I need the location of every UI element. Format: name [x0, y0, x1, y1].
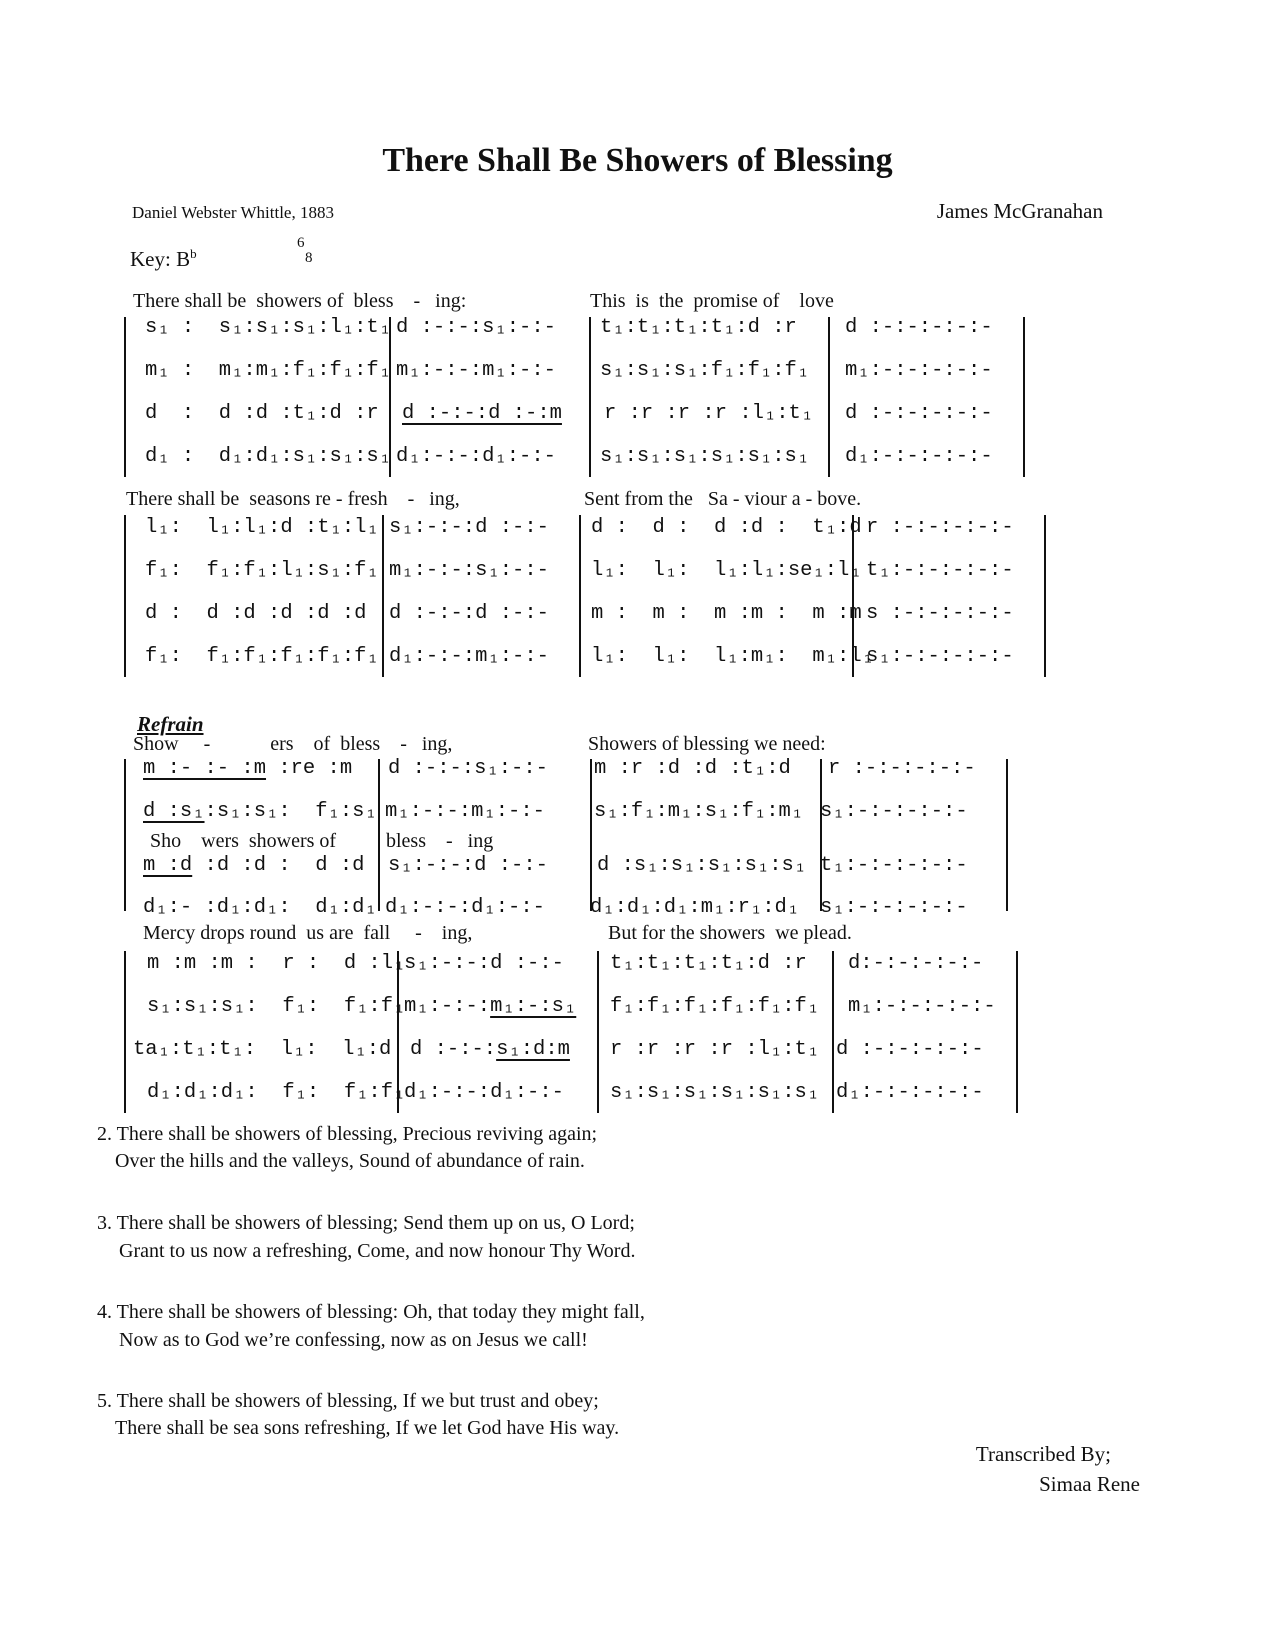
barline — [589, 317, 591, 477]
soprano-measure: d:-:-:-:-:- — [848, 952, 984, 975]
soprano-rest: :re :m — [266, 757, 353, 780]
alto-rest: m₁:-:-: — [404, 995, 491, 1018]
time-signature-top: 6 — [297, 235, 305, 251]
bass-measure: d₁ : d₁:d₁:s₁:s₁:s₁ — [145, 445, 392, 468]
soprano-slur: m :- :- :m — [143, 757, 267, 780]
bass-measure: d₁:- :d₁:d₁: d₁:d₁ — [143, 896, 377, 919]
refrain-label: Refrain — [137, 712, 204, 736]
composer: James McGranahan — [936, 199, 1103, 223]
alto-slur: d :s₁ — [143, 800, 205, 823]
alto-measure: l₁: l₁: l₁:l₁:se₁:l₁ — [591, 559, 862, 582]
bass-measure: d₁:-:-:d₁:-:- — [385, 896, 545, 919]
lyric-line: Sent from the Sa - viour a - bove. — [584, 488, 862, 510]
time-signature — [297, 236, 313, 266]
verse-2-line-2: Over the hills and the valleys, Sound of abundance of rain. — [115, 1150, 585, 1172]
alto-measure: m₁:-:-:-:-:- — [845, 359, 993, 382]
tenor-measure: d :-:-:d :-:m — [402, 402, 562, 425]
bass-measure: d₁:-:-:m₁:-:- — [389, 645, 549, 668]
soprano-measure: s₁:-:-:d :-:- — [404, 952, 564, 975]
tenor-slur: s₁:d:m — [496, 1038, 570, 1061]
tenor-measure: d :-:-:-:-:- — [836, 1038, 984, 1061]
tenor-measure: r :r :r :r :l₁:t₁ — [604, 402, 814, 425]
barline — [124, 759, 126, 911]
alto-measure: m₁:-:-:s₁:-:- — [389, 559, 549, 582]
key-signature — [130, 246, 197, 272]
alto-measure: s₁:f₁:m₁:s₁:f₁:m₁ — [594, 800, 804, 823]
soprano-measure: l₁: l₁:l₁:d :t₁:l₁ — [145, 516, 379, 539]
time-signature-bottom: 8 — [305, 250, 313, 266]
bass-measure: f₁: f₁:f₁:f₁:f₁:f₁ — [145, 645, 379, 668]
alto-measure: t₁:-:-:-:-:- — [866, 559, 1014, 582]
soprano-measure: t₁:t₁:t₁:t₁:d :r — [610, 952, 807, 975]
bass-measure: d₁:-:-:-:-:- — [845, 445, 993, 468]
lyric-line: But for the showers we plead. — [608, 922, 852, 944]
tenor-measure: s₁:-:-:d :-:- — [388, 854, 548, 877]
alto-measure: s₁:s₁:s₁: f₁: f₁:f₁ — [147, 995, 406, 1018]
tenor-measure: d :s₁:s₁:s₁:s₁:s₁ — [597, 854, 807, 877]
tenor-measure: d : d :d :d :d :d — [145, 602, 367, 625]
alto-measure: m₁:-:-:m₁:-:- — [385, 800, 545, 823]
barline — [378, 759, 380, 911]
lyric-line: bless - ing — [386, 830, 494, 852]
alto-measure: s₁:s₁:s₁:f₁:f₁:f₁ — [600, 359, 810, 382]
verse-4-line-2: Now as to God we’re confessing, now as on Jesus we call! — [119, 1329, 588, 1351]
soprano-measure: s₁:-:-:d :-:- — [389, 516, 549, 539]
alto-rest: :s₁:s₁: f₁:s₁ — [204, 800, 377, 823]
tenor-measure: r :r :r :r :l₁:t₁ — [610, 1038, 820, 1061]
soprano-measure: m :r :d :d :t₁:d — [594, 757, 791, 780]
lyric-line: Mercy drops round us are fall - ing, — [143, 922, 473, 944]
bass-measure: d₁:-:-:d₁:-:- — [404, 1081, 564, 1104]
alto-measure — [404, 995, 576, 1018]
tenor-measure: m : m : m :m : m :m — [591, 602, 862, 625]
key-label: Key: B — [130, 247, 191, 271]
barline — [579, 515, 581, 677]
soprano-measure: d :-:-:-:-:- — [845, 316, 993, 339]
alto-measure: f₁:f₁:f₁:f₁:f₁:f₁ — [610, 995, 820, 1018]
tenor-measure: s :-:-:-:-:- — [866, 602, 1014, 625]
tenor-measure: d : d :d :t₁:d :r — [145, 402, 379, 425]
alto-slur: m₁:-:s₁ — [490, 995, 577, 1018]
bass-measure: s₁:s₁:s₁:s₁:s₁:s₁ — [600, 445, 810, 468]
verse-5-line-1: 5. There shall be showers of blessing, If we but trust and obey; — [97, 1390, 599, 1412]
barline — [124, 515, 126, 677]
tenor-measure: t₁:-:-:-:-:- — [820, 854, 968, 877]
alto-measure: m₁:-:-:m₁:-:- — [396, 359, 556, 382]
barline — [1044, 515, 1046, 677]
verse-2-line-1: 2. There shall be showers of blessing, Precious reviving again; — [97, 1123, 598, 1145]
bass-measure: d₁:-:-:d₁:-:- — [396, 445, 556, 468]
barline — [832, 951, 834, 1113]
alto-measure: m₁ : m₁:m₁:f₁:f₁:f₁ — [145, 359, 392, 382]
verse-3-line-1: 3. There shall be showers of blessing; Send them up on us, O Lord; — [97, 1212, 635, 1234]
barline — [382, 515, 384, 677]
barline — [597, 951, 599, 1113]
lyric-line: There shall be showers of bless - ing: — [133, 290, 467, 312]
lyric-line: This is the promise of love — [590, 290, 834, 312]
soprano-measure: r :-:-:-:-:- — [828, 757, 976, 780]
barline — [1023, 317, 1025, 477]
tenor-slur: m :d — [143, 854, 193, 877]
tenor-measure: d :-:-:-:-:- — [845, 402, 993, 425]
verse-5-line-2: There shall be sea sons refreshing, If we let God have His way. — [115, 1417, 620, 1439]
soprano-measure: s₁ : s₁:s₁:s₁:l₁:t₁ — [145, 316, 392, 339]
lyric-line: There shall be seasons re - fresh - ing, — [126, 488, 460, 510]
soprano-measure — [143, 757, 352, 780]
bass-measure: d₁:-:-:-:-:- — [836, 1081, 984, 1104]
alto-measure: f₁: f₁:f₁:l₁:s₁:f₁ — [145, 559, 379, 582]
tenor-measure: d :-:-:d :-:- — [389, 602, 549, 625]
barline — [1016, 951, 1018, 1113]
lyric-line: Sho wers showers of — [150, 830, 337, 852]
lyric-line: Show - ers of bless - ing, — [133, 733, 453, 755]
tenor-measure — [143, 854, 364, 877]
song-title: There Shall Be Showers of Blessing — [382, 142, 893, 179]
bass-measure: s₁:s₁:s₁:s₁:s₁:s₁ — [610, 1081, 820, 1104]
barline — [820, 759, 822, 911]
tenor-measure: ta₁:t₁:t₁: l₁: l₁:d — [133, 1038, 392, 1061]
barline — [828, 317, 830, 477]
soprano-measure: r :-:-:-:-:- — [866, 516, 1014, 539]
bass-measure: d₁:d₁:d₁: f₁: f₁:f₁ — [147, 1081, 406, 1104]
alto-measure — [143, 800, 377, 823]
key-accidental: b — [190, 246, 197, 261]
transcribed-by-label: Transcribed By; — [975, 1442, 1111, 1466]
tenor-measure — [410, 1038, 570, 1061]
soprano-measure: d :-:-:s₁:-:- — [388, 757, 548, 780]
bass-measure: d₁:d₁:d₁:m₁:r₁:d₁ — [590, 896, 800, 919]
lyricist: Daniel Webster Whittle, 1883 — [132, 203, 334, 222]
lyric-line: Showers of blessing we need: — [588, 733, 826, 755]
transcriber-name: Simaa Rene — [1039, 1472, 1140, 1496]
barline — [124, 317, 126, 477]
tenor-rest: d :-:-: — [410, 1038, 497, 1061]
bass-measure: l₁: l₁: l₁:m₁: m₁:l₁ — [591, 645, 874, 668]
soprano-measure: d : d : d :d : t₁:d — [591, 516, 862, 539]
soprano-measure: d :-:-:s₁:-:- — [396, 316, 556, 339]
alto-measure: s₁:-:-:-:-:- — [820, 800, 968, 823]
verse-4-line-1: 4. There shall be showers of blessing: Oh, that today they might fall, — [97, 1301, 645, 1323]
alto-measure: m₁:-:-:-:-:- — [848, 995, 996, 1018]
barline — [1006, 759, 1008, 911]
bass-measure: s₁:-:-:-:-:- — [820, 896, 968, 919]
barline — [590, 759, 592, 911]
verse-3-line-2: Grant to us now a refreshing, Come, and now honour Thy Word. — [119, 1240, 636, 1262]
barline — [124, 951, 126, 1113]
soprano-measure: t₁:t₁:t₁:t₁:d :r — [600, 316, 797, 339]
soprano-measure: m :m :m : r : d :l₁ — [147, 952, 406, 975]
tenor-rest: :d :d : d :d — [192, 854, 365, 877]
bass-measure: s₁:-:-:-:-:- — [866, 645, 1014, 668]
